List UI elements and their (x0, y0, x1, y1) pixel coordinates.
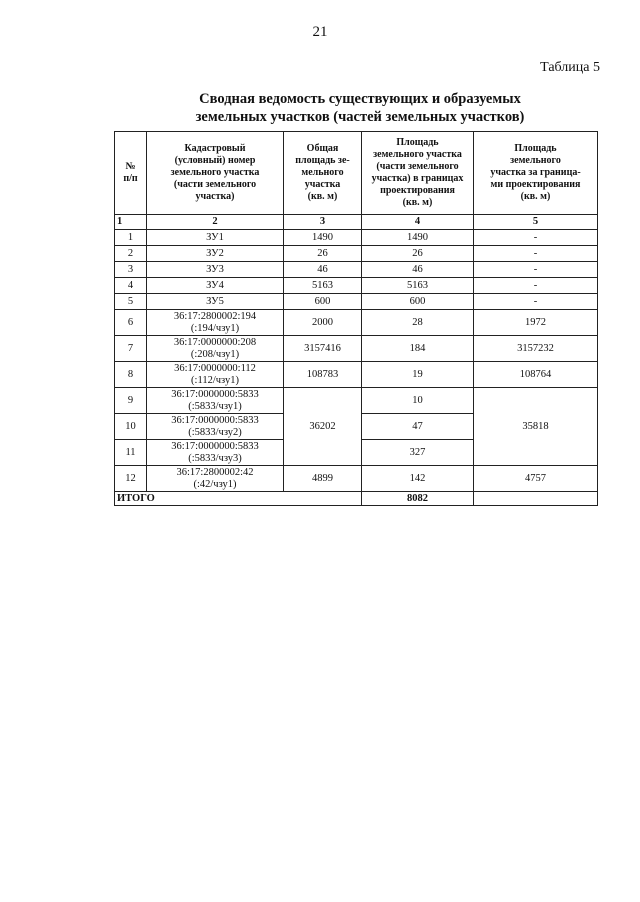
column-number: 4 (362, 215, 474, 230)
area-inside: 184 (362, 336, 474, 362)
cadastral-number: ЗУ4 (147, 278, 284, 294)
cadastral-number: 36:17:2800002:42 (:42/чзу1) (147, 466, 284, 492)
table-row (115, 310, 598, 336)
cadastral-number: ЗУ2 (147, 246, 284, 262)
table-header-row (115, 132, 598, 215)
total-area: 108783 (284, 362, 362, 388)
area-outside: 4757 (474, 466, 598, 492)
total-area: 36202 (284, 388, 362, 466)
total-area: 1490 (284, 230, 362, 246)
column-number: 5 (474, 215, 598, 230)
header-total-area: Общая площадь зе- мельного участка (кв. м) (284, 132, 362, 215)
row-number: 1 (115, 230, 147, 246)
total-area: 26 (284, 246, 362, 262)
cadastral-number: ЗУ5 (147, 294, 284, 310)
total-label: ИТОГО (115, 492, 362, 506)
total-area: 3157416 (284, 336, 362, 362)
area-inside: 28 (362, 310, 474, 336)
table-row (115, 246, 598, 262)
header-cadastral-number: Кадастровый (условный) номер земельного участка (части земельного участка) (147, 132, 284, 215)
cadastral-number: ЗУ3 (147, 262, 284, 278)
column-number: 2 (147, 215, 284, 230)
row-number: 3 (115, 262, 147, 278)
area-outside: 3157232 (474, 336, 598, 362)
header-number: № п/п (115, 132, 147, 215)
document-title (0, 90, 640, 126)
header-area-outside: Площадь земельного участка за граница- ми проектирования (кв. м) (474, 132, 598, 215)
table-row (115, 294, 598, 310)
row-number: 10 (115, 414, 147, 440)
area-outside: - (474, 294, 598, 310)
row-number: 4 (115, 278, 147, 294)
row-number: 6 (115, 310, 147, 336)
table-row (115, 230, 598, 246)
table-row (115, 336, 598, 362)
table-row (115, 388, 598, 414)
table-row (115, 262, 598, 278)
cadastral-number: 36:17:0000000:5833 (:5833/чзу3) (147, 440, 284, 466)
page-number: 21 (312, 24, 328, 40)
column-number: 1 (115, 215, 147, 230)
row-number: 5 (115, 294, 147, 310)
table-row (115, 466, 598, 492)
area-outside: - (474, 230, 598, 246)
area-inside: 327 (362, 440, 474, 466)
cadastral-number: 36:17:0000000:208 (:208/чзу1) (147, 336, 284, 362)
area-inside: 5163 (362, 278, 474, 294)
area-outside: 1972 (474, 310, 598, 336)
total-area: 5163 (284, 278, 362, 294)
area-inside: 46 (362, 262, 474, 278)
table-label: Таблица 5 (540, 60, 600, 75)
row-number: 2 (115, 246, 147, 262)
row-number: 9 (115, 388, 147, 414)
total-area: 600 (284, 294, 362, 310)
total-area: 2000 (284, 310, 362, 336)
area-inside: 600 (362, 294, 474, 310)
title-line-2: земельных участков (частей земельных участков) (195, 109, 525, 125)
cadastral-number: 36:17:2800002:194 (:194/чзу1) (147, 310, 284, 336)
total-area-inside: 8082 (362, 492, 474, 506)
column-number-row (115, 215, 598, 230)
column-number: 3 (284, 215, 362, 230)
cadastral-number: 36:17:0000000:5833 (:5833/чзу2) (147, 414, 284, 440)
row-number: 7 (115, 336, 147, 362)
title-line-1: Сводная ведомость существующих и образуемых (199, 91, 521, 107)
row-number: 11 (115, 440, 147, 466)
area-outside: 35818 (474, 388, 598, 466)
row-number: 12 (115, 466, 147, 492)
table-row (115, 362, 598, 388)
area-inside: 10 (362, 388, 474, 414)
row-number: 8 (115, 362, 147, 388)
area-outside: 108764 (474, 362, 598, 388)
land-plots-summary-table (114, 131, 598, 506)
area-inside: 47 (362, 414, 474, 440)
table-row (115, 278, 598, 294)
total-row (115, 492, 598, 506)
area-inside: 26 (362, 246, 474, 262)
area-outside: - (474, 262, 598, 278)
area-inside: 1490 (362, 230, 474, 246)
area-outside: - (474, 278, 598, 294)
cadastral-number: ЗУ1 (147, 230, 284, 246)
total-area: 46 (284, 262, 362, 278)
area-inside: 142 (362, 466, 474, 492)
total-area-outside (474, 492, 598, 506)
cadastral-number: 36:17:0000000:5833 (:5833/чзу1) (147, 388, 284, 414)
header-area-inside: Площадь земельного участка (части земельного участка) в границах проектирования (кв. м) (362, 132, 474, 215)
area-outside: - (474, 246, 598, 262)
total-area: 4899 (284, 466, 362, 492)
area-inside: 19 (362, 362, 474, 388)
cadastral-number: 36:17:0000000:112 (:112/чзу1) (147, 362, 284, 388)
